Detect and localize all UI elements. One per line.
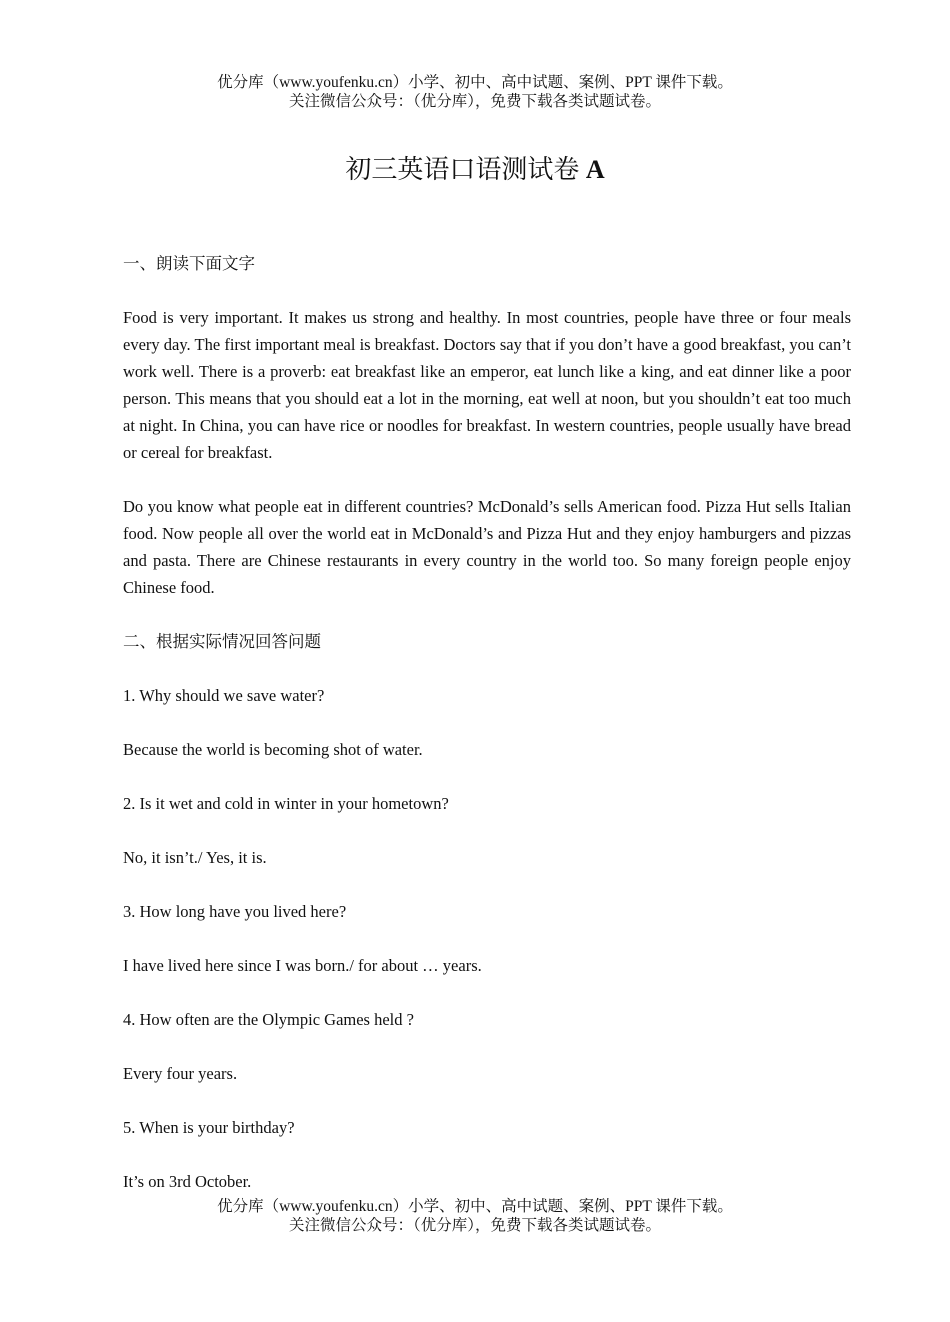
page-footer: [0, 1197, 950, 1235]
question-5: 5. When is your birthday?: [123, 1118, 295, 1137]
answer-3: I have lived here since I was born./ for about … years.: [123, 956, 482, 975]
header-line-2: 关注微信公众号：（优分库），免费下载各类试题试卷。: [288, 93, 661, 110]
footer-line-2: 关注微信公众号：（优分库），免费下载各类试题试卷。: [288, 1217, 661, 1234]
document-body: [123, 250, 851, 1222]
answer-5: It’s on 3rd October.: [123, 1172, 252, 1191]
title-main: 初三英语口语测试卷: [345, 155, 586, 184]
answer-2: No, it isn’t./ Yes, it is.: [123, 848, 267, 867]
reading-paragraph-2: Do you know what people eat in different countries? McDonald’s sells American food. Pizza Hut sells Italian food. Now people all over the world eat in McDonald’s and Pizza Hut and they enjoy hamburgers and pizzas and pasta. There are Chinese restaurants in every country in the world too. So many foreign people enjoy Chinese food.: [123, 497, 851, 597]
page-header: [0, 73, 950, 111]
answer-4: Every four years.: [123, 1064, 238, 1083]
header-line-1: 优分库（www.youfenku.cn）小学、初中、高中试题、案例、PPT 课件下载。: [217, 74, 733, 91]
answer-1: Because the world is becoming shot of water.: [123, 740, 423, 759]
question-1: 1. Why should we save water?: [123, 686, 325, 705]
section-2-heading: 二、根据实际情况回答问题: [123, 632, 321, 651]
question-4: 4. How often are the Olympic Games held ?: [123, 1010, 414, 1029]
section-1-heading: 一、朗读下面文字: [123, 254, 255, 273]
title-letter: A: [585, 155, 605, 184]
footer-line-1: 优分库（www.youfenku.cn）小学、初中、高中试题、案例、PPT 课件下载。: [217, 1198, 733, 1215]
question-2: 2. Is it wet and cold in winter in your hometown?: [123, 794, 449, 813]
reading-paragraph-1: Food is very important. It makes us strong and healthy. In most countries, people have three or four meals every day. The first important meal is breakfast. Doctors say that if you don’t have a good breakfast, you can’t work well. There is a proverb: eat breakfast like an emperor, eat lunch like a king, and eat dinner like a poor person. This means that you should eat a lot in the morning, eat well at noon, but you shouldn’t eat too much at night. In China, you can have rice or noodles for breakfast. In western countries, people usually have bread or cereal for breakfast.: [123, 308, 851, 462]
document-title: [0, 148, 950, 192]
question-3: 3. How long have you lived here?: [123, 902, 347, 921]
